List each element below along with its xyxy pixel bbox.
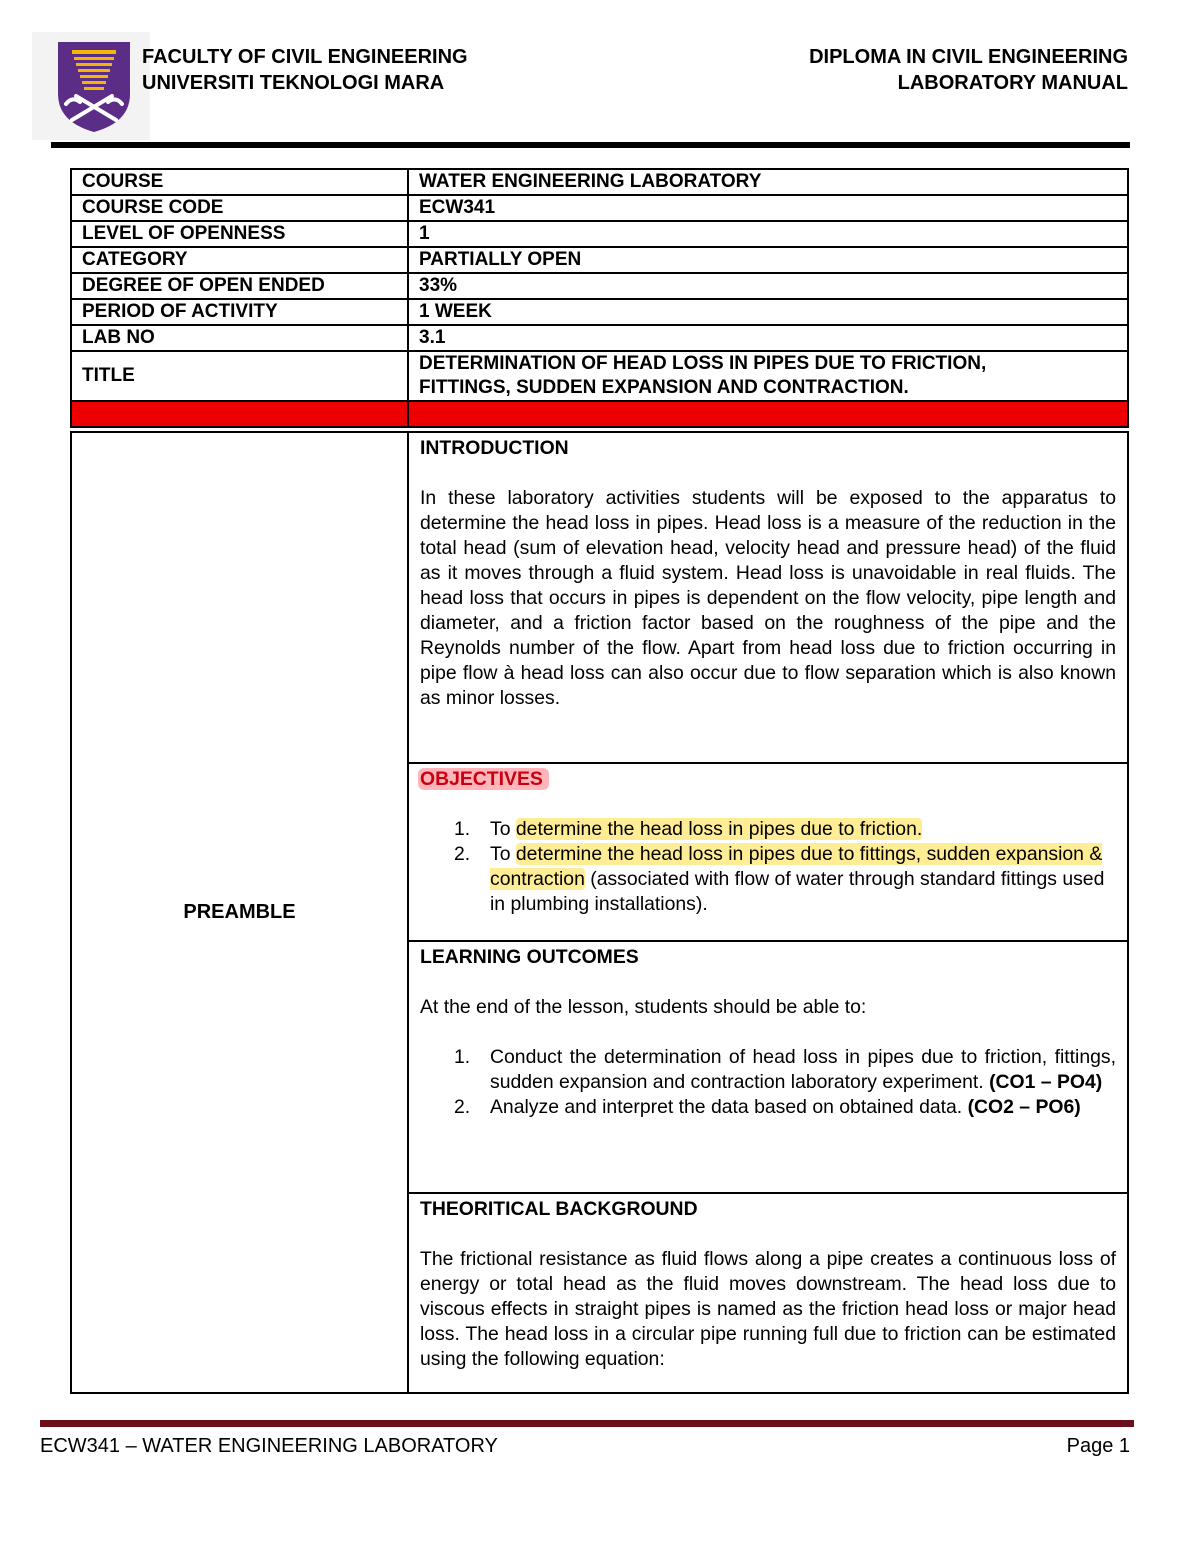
introduction-text: In these laboratory activities students will be exposed to the apparatus to determine the head loss in pipes. Head loss is a measure of the reduction in the total head (sum of elevation head, velocity head and pressure head) of the fluid as it moves through a fluid system. Head loss is unavoidable in real fluids. The head loss that occurs in pipes is dependent on the flow velocity, pipe length and diameter, and a friction factor based on the roughness of the pipe and the Reynolds number of the flow. Apart from head loss due to friction occurring in pipe flow à head loss can also occur due to flow separation which is also known as minor losses.	[420, 487, 1116, 709]
course-info-table	[70, 168, 1129, 428]
row-value: PARTIALLY OPEN	[408, 247, 1128, 273]
highlighted-text: determine the head loss in pipes due to fittings, sudden expansion & contraction	[490, 843, 1103, 890]
row-value: 33%	[408, 273, 1128, 299]
title-row	[71, 351, 1128, 401]
outcome-text: Conduct the determination of head loss in pipes due to friction, fittings, sudden expansion and contraction laboratory experiment.	[490, 1046, 1116, 1093]
row-label: PERIOD OF ACTIVITY	[71, 299, 408, 325]
title-value	[408, 351, 1128, 401]
item-number: 2.	[454, 843, 471, 865]
footer-course: ECW341 – WATER ENGINEERING LABORATORY	[40, 1435, 498, 1457]
learning-outcomes-list	[420, 1045, 1116, 1120]
header-right	[809, 44, 1128, 96]
university-name: UNIVERSITI TEKNOLOGI MARA	[142, 72, 445, 94]
item-number: 2.	[454, 1096, 471, 1118]
list-item	[420, 1045, 1116, 1095]
table-row	[71, 325, 1128, 351]
item-number: 1.	[454, 818, 471, 840]
theory-title: THEORITICAL BACKGROUND	[420, 1198, 698, 1220]
table-row	[71, 299, 1128, 325]
table-row	[71, 221, 1128, 247]
title-label: TITLE	[71, 351, 408, 401]
red-band-right	[408, 401, 1128, 427]
theory-section	[408, 1193, 1128, 1393]
row-label: COURSE CODE	[71, 195, 408, 221]
title-line-2: FITTINGS, SUDDEN EXPANSION AND CONTRACTION.	[419, 377, 909, 398]
row-value: ECW341	[408, 195, 1128, 221]
manual-name: LABORATORY MANUAL	[897, 72, 1128, 94]
preamble-label: PREAMBLE	[71, 432, 408, 1393]
program-name: DIPLOMA IN CIVIL ENGINEERING	[809, 46, 1128, 68]
row-value: 1 WEEK	[408, 299, 1128, 325]
introduction-section	[408, 432, 1128, 763]
list-item	[420, 842, 1116, 917]
learning-outcomes-intro: At the end of the lesson, students should be able to:	[420, 996, 867, 1018]
item-prefix: To	[490, 818, 516, 840]
row-value: WATER ENGINEERING LABORATORY	[408, 169, 1128, 195]
header-left	[142, 44, 468, 96]
title-line-1: DETERMINATION OF HEAD LOSS IN PIPES DUE TO FRICTION,	[419, 353, 987, 374]
theory-text: The frictional resistance as fluid flows along a pipe creates a continuous loss of energy or total head as the fluid moves downstream. The head loss due to viscous effects in straight pipes is named as the friction head loss or major head loss. The head loss in a circular pipe running full due to friction can be estimated using the following equation:	[420, 1248, 1116, 1370]
table-row	[71, 195, 1128, 221]
highlighted-text: determine the head loss in pipes due to friction.	[515, 818, 923, 840]
item-prefix: To	[490, 843, 516, 865]
learning-outcomes-title: LEARNING OUTCOMES	[420, 946, 639, 968]
page-number: Page 1	[1066, 1435, 1130, 1457]
learning-outcomes-section	[408, 941, 1128, 1193]
objectives-section	[408, 763, 1128, 941]
introduction-title: INTRODUCTION	[420, 437, 569, 459]
row-label: CATEGORY	[71, 247, 408, 273]
footer-rule	[40, 1420, 1134, 1427]
uitm-logo	[32, 32, 150, 140]
preamble-table	[70, 431, 1129, 1394]
list-item	[420, 1095, 1116, 1120]
table-row	[71, 273, 1128, 299]
red-band-left	[71, 401, 408, 427]
objectives-list	[420, 817, 1116, 917]
item-number: 1.	[454, 1046, 471, 1068]
red-separator-row	[71, 401, 1128, 427]
table-row	[71, 247, 1128, 273]
objectives-title: OBJECTIVES	[418, 768, 549, 790]
header-rule	[51, 142, 1130, 148]
item-suffix: (associated with flow of water through standard fittings used in plumbing installations).	[490, 868, 1105, 915]
row-value: 1	[408, 221, 1128, 247]
row-label: LAB NO	[71, 325, 408, 351]
outcome-mapping: (CO2 – PO6)	[967, 1096, 1081, 1118]
list-item	[420, 817, 1116, 842]
row-value: 3.1	[408, 325, 1128, 351]
row-label: COURSE	[71, 169, 408, 195]
outcome-mapping: (CO1 – PO4)	[989, 1071, 1103, 1093]
faculty-name: FACULTY OF CIVIL ENGINEERING	[142, 46, 468, 68]
table-row	[71, 169, 1128, 195]
row-label: DEGREE OF OPEN ENDED	[71, 273, 408, 299]
row-label: LEVEL OF OPENNESS	[71, 221, 408, 247]
outcome-text: Analyze and interpret the data based on obtained data.	[490, 1096, 968, 1118]
